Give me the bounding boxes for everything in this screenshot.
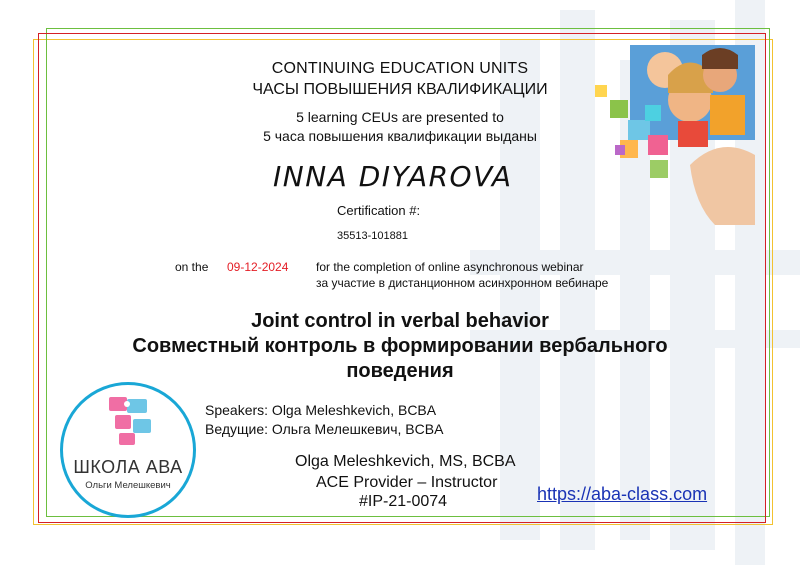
header-line-en: CONTINUING EDUCATION UNITS — [271, 60, 529, 77]
webinar-title-ru-2: поведения — [346, 360, 454, 382]
webinar-title-en: Joint control in verbal behavior — [251, 310, 549, 332]
completion-text-en: for the completion of online asynchronous webinar — [316, 260, 584, 274]
instructor-name: Olga Meleshkevich, MS, BCBA — [295, 453, 516, 470]
instructor-role: ACE Provider – Instructor — [316, 474, 498, 491]
presented-to-en: 5 learning CEUs are presented to — [296, 109, 504, 125]
webinar-title-ru-1: Совместный контроль в формировании вербального — [132, 335, 668, 357]
website-link[interactable]: https://aba-class.com — [537, 484, 708, 504]
completion-date: 09-12-2024 — [227, 260, 289, 274]
instructor-id: #IP-21-0074 — [359, 493, 448, 510]
logo-subtitle: Ольги Мелешкевич — [85, 480, 171, 491]
recipient-name: INNA DIYAROVA — [273, 160, 513, 193]
presented-to-ru: 5 часа повышения квалификации выданы — [263, 128, 537, 144]
school-logo — [60, 382, 196, 518]
completion-text-ru: за участие в дистанционном асинхронном вебинаре — [316, 276, 609, 290]
certification-number: 35513-101881 — [337, 230, 408, 242]
certification-label: Certification #: — [337, 203, 421, 218]
speakers-en: Speakers: Olga Meleshkevich, BCBA — [205, 402, 437, 418]
header-line-ru: ЧАСЫ ПОВЫШЕНИЯ КВАЛИФИКАЦИИ — [252, 81, 548, 98]
puzzle-icon — [63, 385, 193, 455]
on-the-label: on the — [175, 260, 209, 274]
logo-title: ШКОЛА АВА — [73, 457, 183, 477]
speakers-ru: Ведущие: Ольга Мелешкевич, BCBA — [205, 421, 444, 437]
